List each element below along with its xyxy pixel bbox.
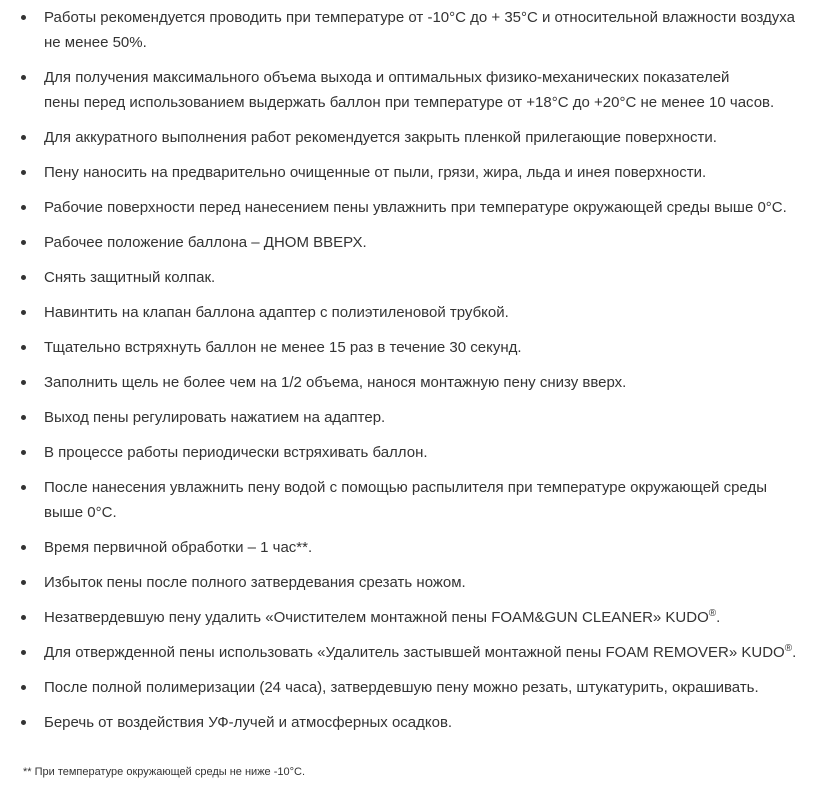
bullet-icon bbox=[21, 580, 26, 585]
list-item bbox=[0, 125, 810, 150]
list-item-line: Для получения максимального объема выхода и оптимальных физико-механических показателей bbox=[44, 69, 730, 86]
list-item-text: Пену наносить на предварительно очищенные от пыли, грязи, жира, льда и инея поверхности. bbox=[44, 164, 707, 181]
list-item bbox=[0, 675, 810, 700]
list-item bbox=[0, 160, 810, 185]
bullet-icon bbox=[21, 615, 26, 620]
list-item bbox=[0, 300, 810, 325]
bullet-icon bbox=[21, 75, 26, 80]
list-item-text bbox=[44, 65, 810, 115]
list-item-text bbox=[44, 605, 810, 630]
list-item bbox=[0, 535, 810, 560]
bullet-icon bbox=[21, 685, 26, 690]
list-item bbox=[0, 265, 810, 290]
list-item bbox=[0, 335, 810, 360]
bullet-icon bbox=[21, 135, 26, 140]
list-item-text: Снять защитный колпак. bbox=[44, 269, 216, 286]
list-item-text: Тщательно встряхнуть баллон не менее 15 раз в течение 30 секунд. bbox=[44, 339, 522, 356]
list-item bbox=[0, 640, 810, 665]
list-item bbox=[0, 195, 810, 220]
bullet-icon bbox=[21, 205, 26, 210]
bullet-icon bbox=[21, 545, 26, 550]
list-item-text: Навинтить на клапан баллона адаптер с полиэтиленовой трубкой. bbox=[44, 304, 509, 321]
list-item-text: После полной полимеризации (24 часа), затвердевшую пену можно резать, штукатурить, окрашивать. bbox=[44, 679, 759, 696]
bullet-icon bbox=[21, 310, 26, 315]
list-item bbox=[0, 65, 810, 115]
list-item-text: Избыток пены после полного затвердевания срезать ножом. bbox=[44, 574, 466, 591]
list-item-text: Работы рекомендуется проводить при температуре от -10°C до + 35°C и относительной влажности воздуха не менее 50%. bbox=[44, 9, 795, 51]
bullet-icon bbox=[21, 450, 26, 455]
list-item-text: Выход пены регулировать нажатием на адаптер. bbox=[44, 409, 386, 426]
list-item-main: Незатвердевшую пену удалить «Очистителем монтажной пены FOAM&GUN CLEANER» KUDO bbox=[44, 609, 709, 626]
list-item-text: Беречь от воздействия УФ-лучей и атмосферных осадков. bbox=[44, 714, 453, 731]
list-item-text: В процессе работы периодически встряхивать баллон. bbox=[44, 444, 428, 461]
list-item-text: Рабочие поверхности перед нанесением пены увлажнить при температуре окружающей среды выше 0°C. bbox=[44, 199, 787, 216]
bullet-icon bbox=[21, 170, 26, 175]
list-item bbox=[0, 475, 810, 525]
list-item bbox=[0, 440, 810, 465]
list-item-text bbox=[44, 640, 810, 665]
list-item-text: Для аккуратного выполнения работ рекомендуется закрыть пленкой прилегающие поверхности. bbox=[44, 129, 717, 146]
list-item bbox=[0, 230, 810, 255]
registered-mark: ® bbox=[784, 643, 793, 654]
list-item bbox=[0, 605, 810, 630]
list-item-text: Рабочее положение баллона – ДНОМ ВВЕРХ. bbox=[44, 234, 367, 251]
list-item-line: пены перед использованием выдержать баллон при температуре от +18°C до +20°C не менее 10 часов. bbox=[44, 94, 775, 111]
list-item-text: Заполнить щель не более чем на 1/2 объема, нанося монтажную пену снизу вверх. bbox=[44, 374, 627, 391]
bullet-icon bbox=[21, 345, 26, 350]
instructions-list bbox=[0, 5, 810, 745]
bullet-icon bbox=[21, 720, 26, 725]
list-item bbox=[0, 405, 810, 430]
bullet-icon bbox=[21, 380, 26, 385]
list-item bbox=[0, 570, 810, 595]
list-item bbox=[0, 5, 810, 55]
list-item bbox=[0, 370, 810, 395]
footnote: ** При температуре окружающей среды не ниже -10°С. bbox=[23, 766, 306, 778]
list-item-tail: . bbox=[716, 609, 721, 626]
list-item-main: Для отвержденной пены использовать «Удалитель застывшей монтажной пены FOAM REMOVER» KUDO bbox=[44, 644, 785, 661]
list-item-text: Время первичной обработки – 1 час**. bbox=[44, 539, 313, 556]
list-item bbox=[0, 710, 810, 735]
bullet-icon bbox=[21, 650, 26, 655]
list-item-text: После нанесения увлажнить пену водой с помощью распылителя при температуре окружающей среды выше 0°C. bbox=[44, 479, 767, 521]
bullet-icon bbox=[21, 240, 26, 245]
bullet-icon bbox=[21, 485, 26, 490]
bullet-icon bbox=[21, 275, 26, 280]
bullet-icon bbox=[21, 15, 26, 20]
bullet-icon bbox=[21, 415, 26, 420]
list-item-tail: . bbox=[792, 644, 797, 661]
registered-mark: ® bbox=[708, 608, 717, 619]
